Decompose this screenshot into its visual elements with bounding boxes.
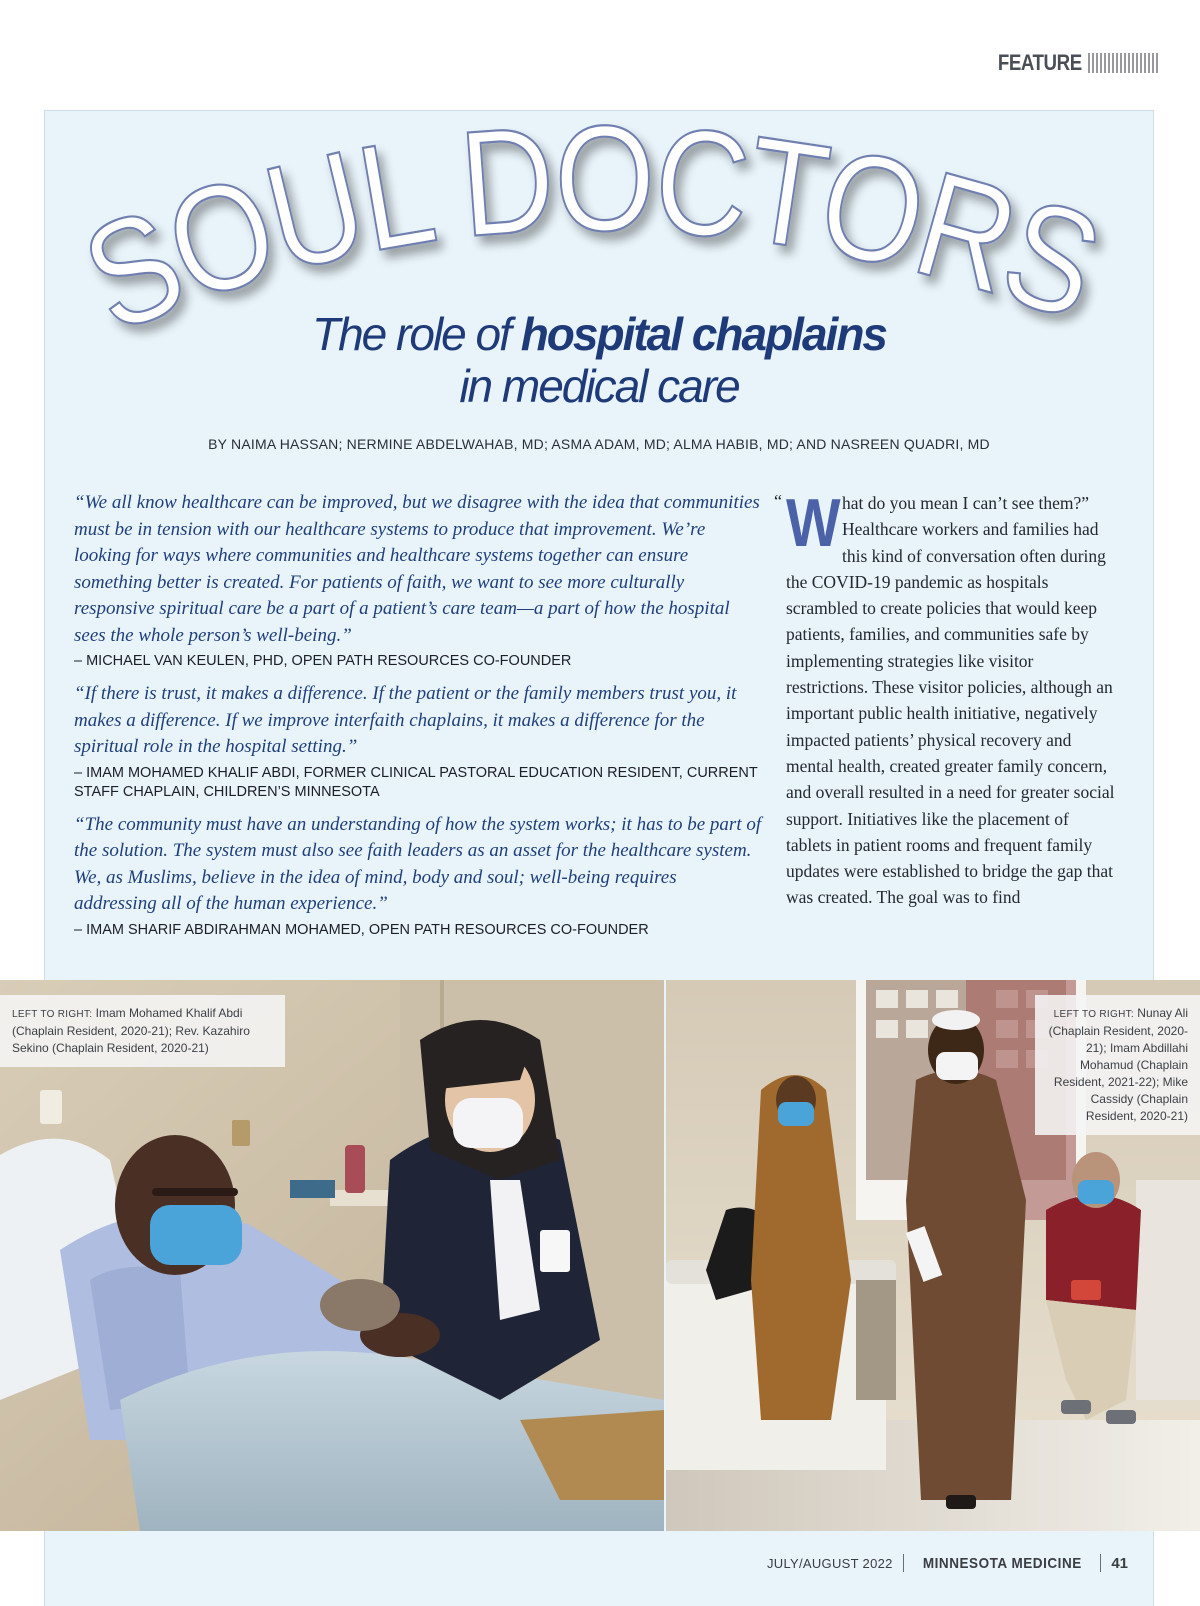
section-label-pattern <box>1088 53 1160 73</box>
subheadline-lead: The role of <box>312 308 521 360</box>
photo-caption-left <box>0 995 285 1067</box>
pull-quote <box>74 681 764 802</box>
quote-text: “We all know healthcare can be improved, but we disagree with the idea that communities must be in tension with our healthcare systems to produce that improvement. We’re looking for ways where communities and healthcare systems together can ensure something better is created. For patients of faith, we want to see more culturally responsive spiritual care be a part of a patient’s care team—a part of how the hospital sees the whole person’s well-being.” <box>74 492 760 646</box>
drop-cap: W <box>786 485 841 561</box>
headline-title-path: SOUL DOCTORS <box>61 120 1130 350</box>
subheadline-line-1 <box>44 308 1154 360</box>
body-paragraph <box>774 485 1116 911</box>
byline: BY NAIMA HASSAN; NERMINE ABDELWAHAB, MD; ASMA ADAM, MD; ALMA HABIB, MD; AND NASREEN QUADRI, MD <box>208 436 990 452</box>
body-text: hat do you mean I can’t see them?” Healthcare workers and families had this kind of conversation often during the COVID-19 pandemic as hospitals scrambled to create policies that would keep patients, families, and communities safe by implementing strategies like visitor restrictions. These visitor policies, although an important public health initiative, negatively impacted patients’ physical recovery and mental health, created greater family concern, and overall resulted in a need for greater social support. Initiatives like the placement of tablets in patient rooms and frequent family updates were established to bridge the gap that was created. The goal was to find <box>786 493 1115 908</box>
quote-text: “The community must have an understanding of how the system works; it has to be part of the solution. The system must also see faith leaders as an asset for the healthcare system. We, as Muslims, believe in the idea of mind, body and soul; well-being requires addressing all of the human experience.” <box>74 813 762 914</box>
footer-divider <box>1100 1554 1101 1572</box>
quote-text: “If there is trust, it makes a difference. If the patient or the family members trust you, it makes a difference. If we improve interfaith chaplains, it makes a difference for the spiritual role in the hospital setting.” <box>74 683 737 757</box>
footer-page-number: 41 <box>1111 1554 1128 1572</box>
caption-lead: LEFT TO RIGHT: <box>12 1009 93 1020</box>
body-text-column <box>774 485 1116 911</box>
subheadline <box>44 308 1154 412</box>
pull-quote <box>74 490 764 671</box>
pull-quote <box>74 812 764 940</box>
section-label-text: FEATURE <box>998 50 1082 75</box>
page-footer <box>767 1554 1128 1572</box>
quote-attribution: – IMAM MOHAMED KHALIF ABDI, FORMER CLINICAL PASTORAL EDUCATION RESIDENT, CURRENT STAFF CHAPLAIN, CHILDREN’S MINNESOTA <box>74 764 758 800</box>
subheadline-line-2: in medical care <box>459 360 739 412</box>
photo-caption-right <box>1035 995 1200 1135</box>
quote-attribution: – MICHAEL VAN KEULEN, PHD, OPEN PATH RESOURCES CO-FOUNDER <box>74 653 572 669</box>
open-quote-mark: “ <box>774 491 782 511</box>
subheadline-emphasis: hospital chaplains <box>520 308 886 360</box>
footer-magazine-name: MINNESOTA MEDICINE <box>922 1554 1082 1572</box>
caption-text: Imam Mohamed Khalif Abdi (Chaplain Resident, 2020-21); Rev. Kazahiro Sekino (Chaplain Resident, 2020-21) <box>12 1006 250 1055</box>
footer-divider <box>903 1554 904 1572</box>
section-label <box>983 46 1160 80</box>
caption-text: Nunay Ali (Chaplain Resident, 2020-21); Imam Abdillahi Mohamud (Chaplain Resident, 2021-22); Mike Cassidy (Chaplain Resident, 2020-21) <box>1048 1006 1188 1123</box>
footer-issue-date: JULY/AUGUST 2022 <box>766 1555 893 1571</box>
caption-lead: LEFT TO RIGHT: <box>1053 1009 1134 1020</box>
quote-attribution: – IMAM SHARIF ABDIRAHMAN MOHAMED, OPEN PATH RESOURCES CO-FOUNDER <box>74 921 649 938</box>
pull-quotes <box>74 490 764 950</box>
